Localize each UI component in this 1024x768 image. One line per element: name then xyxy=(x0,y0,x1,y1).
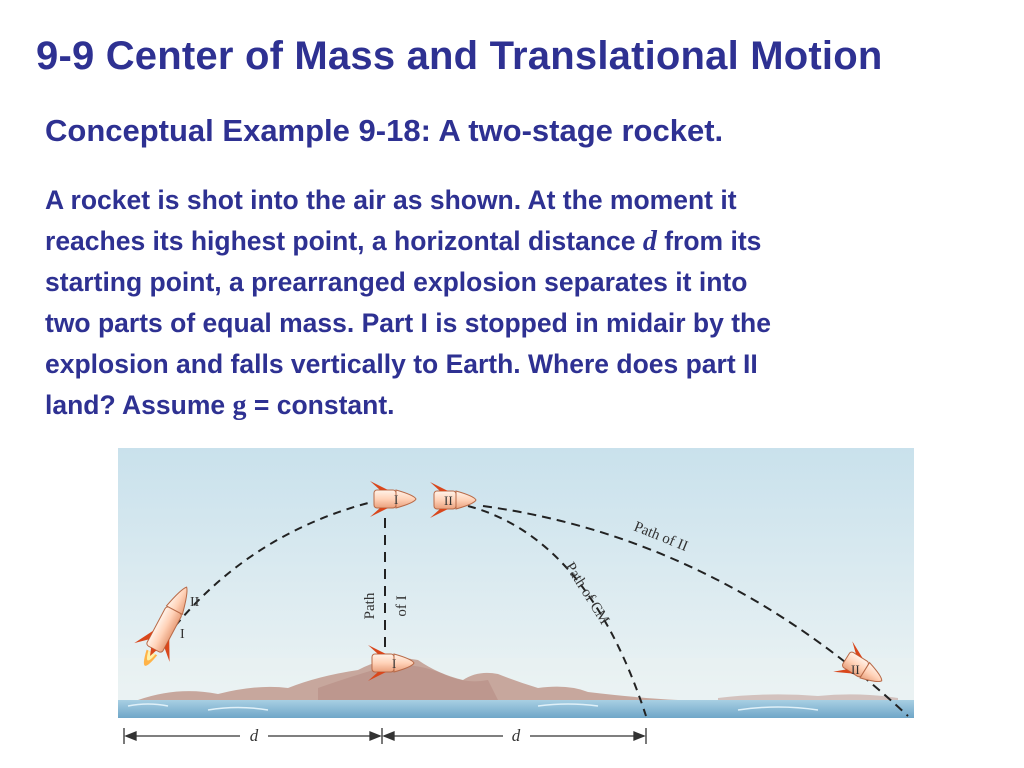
statement-line-6 xyxy=(45,385,995,426)
two-stage-rocket-figure xyxy=(118,448,914,754)
label-path-of-I-1: Path xyxy=(362,592,378,620)
label-part-II-launch: II xyxy=(190,595,200,610)
label-path-of-I-2: of I xyxy=(394,595,410,617)
variable-d: d xyxy=(642,226,657,257)
statement-line-6-start: land? Assume xyxy=(45,390,233,420)
label-part-I-top: I xyxy=(394,492,399,507)
statement-line-4: two parts of equal mass. Part I is stopped in midair by the xyxy=(45,308,771,338)
statement-line-2-end: from its xyxy=(656,226,762,256)
variable-g: g xyxy=(232,390,247,421)
statement-line-5: explosion and falls vertically to Earth. Where does part II xyxy=(45,349,758,379)
label-part-II-top: II xyxy=(444,493,453,508)
label-part-I-bottom: I xyxy=(392,656,397,671)
problem-statement xyxy=(45,180,995,426)
statement-line-2 xyxy=(45,221,995,262)
label-distance-d-left: d xyxy=(249,726,259,745)
slide-title: 9-9 Center of Mass and Translational Motion xyxy=(36,34,883,78)
label-path-of-CM: Path of CM xyxy=(561,559,613,628)
statement-line-2-start: reaches its highest point, a horizontal distance xyxy=(45,226,643,256)
label-path-of-II: Path of II xyxy=(631,518,691,555)
label-part-I-launch: I xyxy=(180,627,185,642)
statement-line-3: starting point, a prearranged explosion separates it into xyxy=(45,267,748,297)
statement-line-1: A rocket is shot into the air as shown. At the moment it xyxy=(45,185,737,215)
example-subtitle: Conceptual Example 9-18: A two-stage rocket. xyxy=(45,113,724,148)
label-part-II-landing: II xyxy=(851,662,860,677)
label-distance-d-right: d xyxy=(511,726,521,745)
statement-line-6-end: = constant. xyxy=(246,390,395,420)
water-strip xyxy=(118,700,914,718)
rocket-diagram xyxy=(118,448,914,754)
